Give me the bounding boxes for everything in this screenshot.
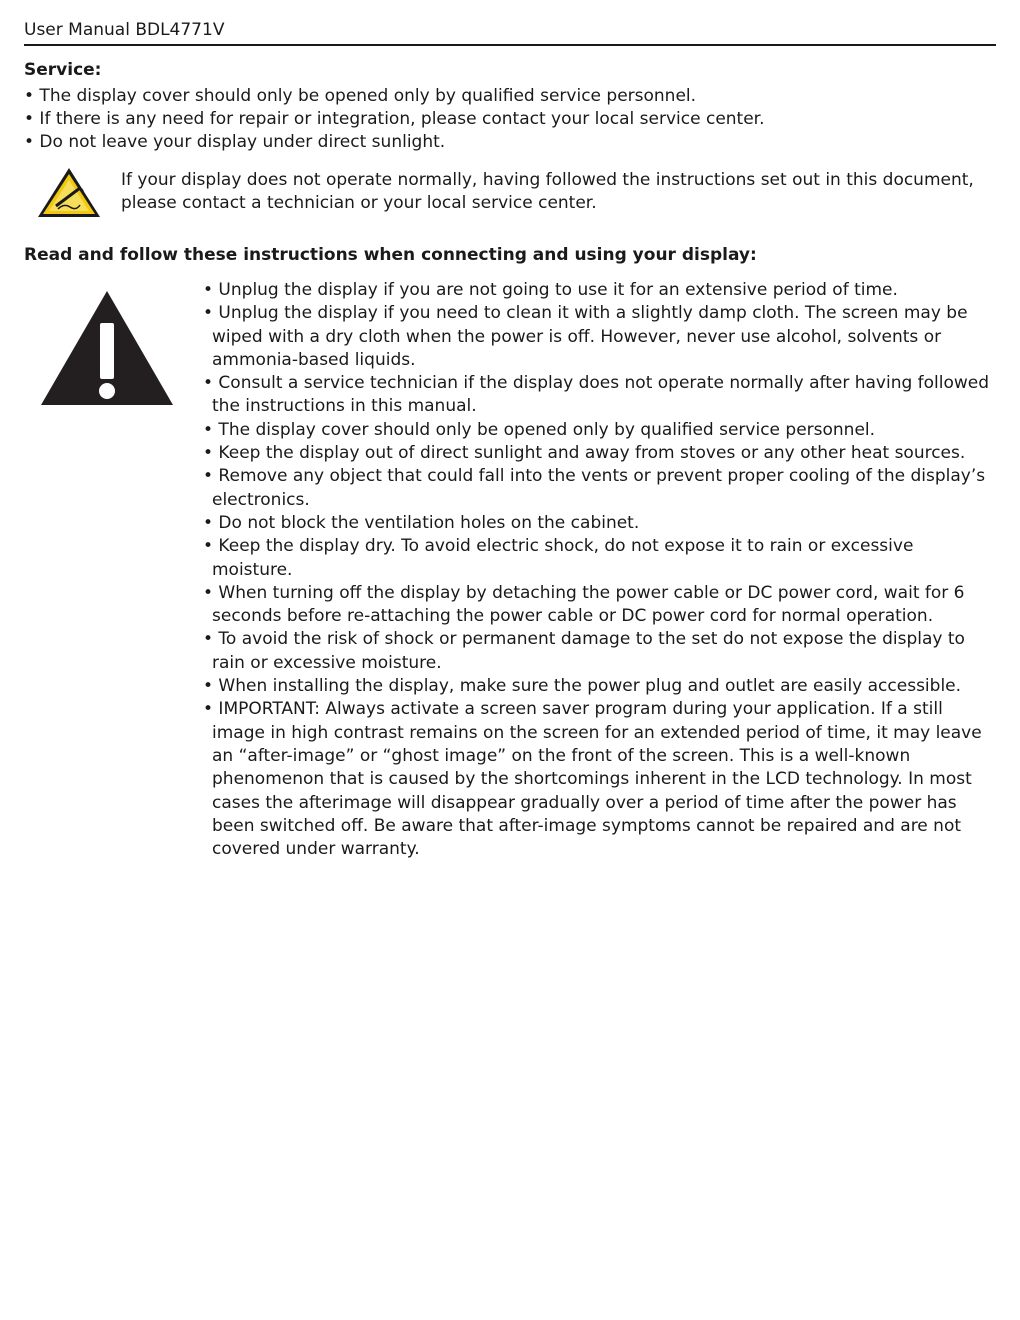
service-list [24,85,984,154]
list-item: • Do not block the ventilation holes on the cabinet. [203,512,640,533]
list-item: • When turning off the display by detaching the power cable or DC power cord, wait for 6 seconds before re-attaching the power cable or DC power cord for normal operation. [203,582,965,627]
service-heading: Service: [24,60,102,80]
list-item: • If there is any need for repair or integration, please contact your local service center. [24,109,765,129]
list-item: • To avoid the risk of shock or permanent damage to the set do not expose the display to rain or excessive moisture. [203,629,965,673]
instructions-list [198,279,990,861]
instructions-heading: Read and follow these instructions when connecting and using your display: [24,245,757,265]
list-item: • Keep the display dry. To avoid electric shock, do not expose it to rain or excessive moisture. [203,536,914,580]
list-item: • Keep the display out of direct sunlight and away from stoves or any other heat sources. [203,443,966,464]
list-item: • The display cover should only be opened only by qualified service personnel. [24,86,697,106]
list-item: • IMPORTANT: Always activate a screen saver program during your application. If a still image in high contrast remains on the screen for an extended period of time, it may leave an “after-image” or “ghost image” on the front of the screen. This is a well-known phenomenon that is caused by the shortcomings inherent in the LCD technology. In most cases the afterimage will disappear gradually over a period of time after the power has been switched off. Be aware that after-image symptoms cannot be repaired and are not covered under warranty. [203,699,982,860]
page-header: User Manual BDL4771V [24,18,996,46]
list-item: • The display cover should only be opened only by qualified service personnel. [203,419,876,440]
exclamation-warning-icon [39,289,175,407]
list-item: • Unplug the display if you are not going to use it for an extensive period of time. [203,280,898,300]
note-warning-icon [36,166,102,220]
list-item: • When installing the display, make sure the power plug and outlet are easily accessible. [203,676,962,697]
service-note: If your display does not operate normally, having followed the instructions set out in this document, please contact a technician or your local service center. [121,170,974,213]
list-item: • Unplug the display if you need to clean it with a slightly damp cloth. The screen may be wiped with a dry cloth when the power is off. However, never use alcohol, solvents or ammonia-based liquids. [203,303,968,370]
list-item: • Consult a service technician if the display does not operate normally after having followed the instructions in this manual. [203,373,990,417]
list-item: • Do not leave your display under direct sunlight. [24,132,446,152]
list-item: • Remove any object that could fall into the vents or prevent proper cooling of the display’s electronics. [203,466,986,510]
